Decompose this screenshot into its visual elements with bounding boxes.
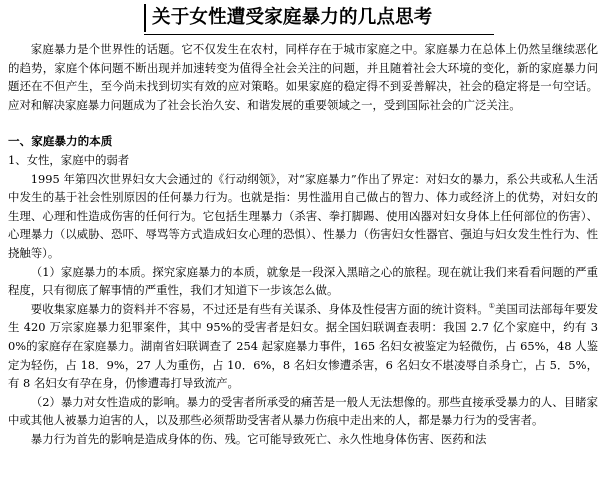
section-heading-1: 一、家庭暴力的本质 xyxy=(8,134,113,149)
intro-paragraph: 家庭暴力是个世界性的话题。它不仅发生在农村，同样存在于城市家庭之中。家庭暴力在总体上仍然呈继续恶化的趋势，家庭个体问题不断出现并加速转变为值得全社会关注的问题，并且随着社会大环境的变化，新的家庭暴力问题还在不但产生，至今尚未找到切实有效的应对策略。如果家庭的稳定得不到妥善解决，社会的稳定将是一句空话。应对和解决家庭暴力问题成为了社会长治久安、和谐发展的重要领域之一，受到国际社会的广泛关注。 xyxy=(8,42,598,112)
statistics-text-lead: 要收集家庭暴力的资料并不容易，不过还是有些有关谋杀、身体及性侵害方面的统计资料。 xyxy=(30,301,489,316)
statistics-paragraph xyxy=(8,300,598,393)
impact-paragraph: （2）暴力对女性造成的影响。暴力的受害者所承受的痛苦是一般人无法想像的。那些直接承受暴力的人、目睹家中或其他人被暴力迫害的人，以及那些必须帮助受害者从暴力伤痕中走出来的人，都是暴力行为的受害者。 xyxy=(8,394,598,428)
statistics-text-body: 美国司法部每年要发生 420 万宗家庭暴力犯罪案件，其中 95%的受害者是妇女。据全国妇联调查表明：我国 2.7 亿个家庭中，约有 30%的家庭存在家庭暴力。湖南省妇联调查了 254 起家庭暴力事件，165 名妇女被鉴定为轻微伤，占 65%，48 人鉴定为轻伤，占 18．9%，27 人为重伤，占 10．6%，8 名妇女惨遭杀害，6 名妇女不堪凌辱自杀身亡，占 5．5%，有 8 名妇女有孕在身，仍惨遭毒打导致流产。 xyxy=(8,301,598,391)
physical-harm-paragraph: 暴力行为首先的影响是造成身体的伤、残。它可能导致死亡、永久性地身体伤害、医药和法 xyxy=(30,431,487,446)
document-body xyxy=(8,40,598,448)
document-title: 关于女性遭受家庭暴力的几点思考 xyxy=(152,7,433,28)
essence-paragraph: （1）家庭暴力的本质。探究家庭暴力的本质，就象是一段深入黑暗之心的旅程。现在就让我们来看看问题的严重程度，只有彻底了解事情的严重性，我们才知道下一步该怎么做。 xyxy=(8,264,598,298)
sub-heading-1: 1、女性，家庭中的弱者 xyxy=(8,152,130,167)
definition-paragraph: 1995 年第四次世界妇女大会通过的《行动纲领》，对“家庭暴力”作出了界定：对妇女的暴力，系公共或私人生活中发生的基于社会性别原因的任何暴力行为。也就是指：男性滥用自己做占的智力、体力或经济上的优势，对妇女的生理、心理和性造成伤害的任何行为。它包括生理暴力（杀害、拳打脚踢、使用凶器对妇女身体上任何部位的伤害）、心理暴力（以威胁、恐吓、辱骂等方式造成妇女心理的恐惧）、性暴力（伤害妇女性器官、强迫与妇女发生性行为、性挠触等）。 xyxy=(8,171,598,260)
title-underline xyxy=(144,34,494,35)
footnote-marker: ① xyxy=(488,301,496,310)
title-left-bar xyxy=(144,4,146,32)
title-block xyxy=(144,3,433,33)
